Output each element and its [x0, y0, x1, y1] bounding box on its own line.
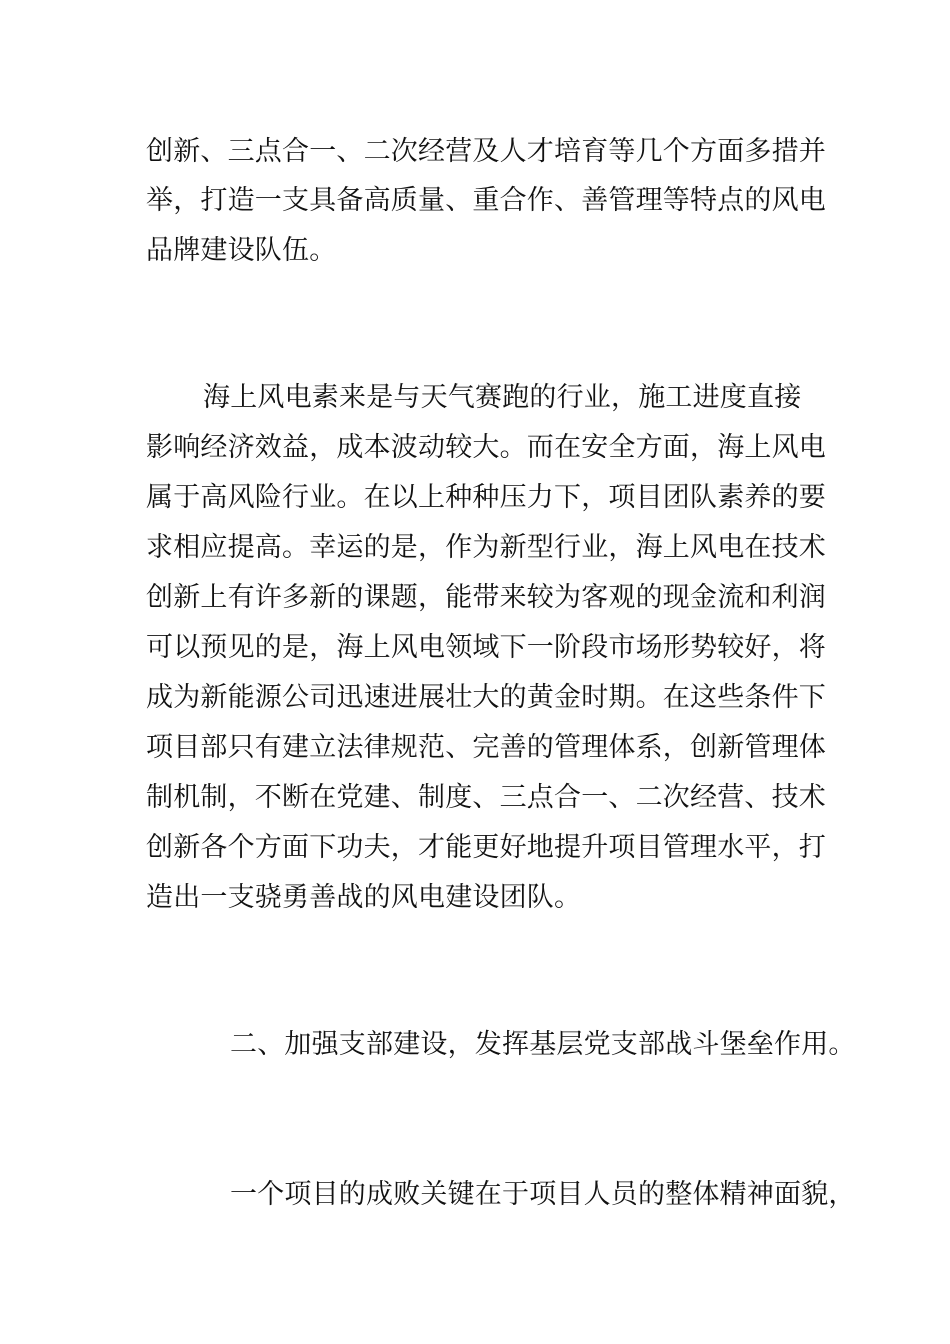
- text-line: 举，打造一支具备高质量、重合作、善管理等特点的风电: [146, 185, 826, 216]
- text-line: 项目部只有建立法律规范、完善的管理体系，创新管理体: [146, 732, 826, 763]
- text-line: 可以预见的是，海上风电领域下一阶段市场形势较好，将: [146, 632, 826, 663]
- text-line: 品牌建设队伍。: [146, 235, 337, 266]
- text-line: 创新各个方面下功夫，才能更好地提升项目管理水平，打: [146, 832, 826, 863]
- text-line: 一个项目的成败关键在于项目人员的整体精神面貌，: [230, 1179, 856, 1210]
- text-line: 影响经济效益，成本波动较大。而在安全方面，海上风电: [146, 432, 826, 463]
- text-line: 属于高风险行业。在以上种种压力下，项目团队素养的要: [146, 482, 826, 513]
- text-line: 造出一支骁勇善战的风电建设团队。: [146, 882, 582, 913]
- text-line: 海上风电素来是与天气赛跑的行业，施工进度直接: [203, 382, 802, 413]
- text-line: 制机制，不断在党建、制度、三点合一、二次经营、技术: [146, 782, 826, 813]
- text-line: 创新上有许多新的课题，能带来较为客观的现金流和利润: [146, 582, 826, 613]
- text-line: 创新、三点合一、二次经营及人才培育等几个方面多措并: [146, 136, 826, 167]
- heading-line: 二、加强支部建设，发挥基层党支部战斗堡垒作用。: [230, 1029, 856, 1060]
- text-line: 求相应提高。幸运的是，作为新型行业，海上风电在技术: [146, 532, 826, 563]
- text-line: 成为新能源公司迅速进展壮大的黄金时期。在这些条件下: [146, 682, 826, 713]
